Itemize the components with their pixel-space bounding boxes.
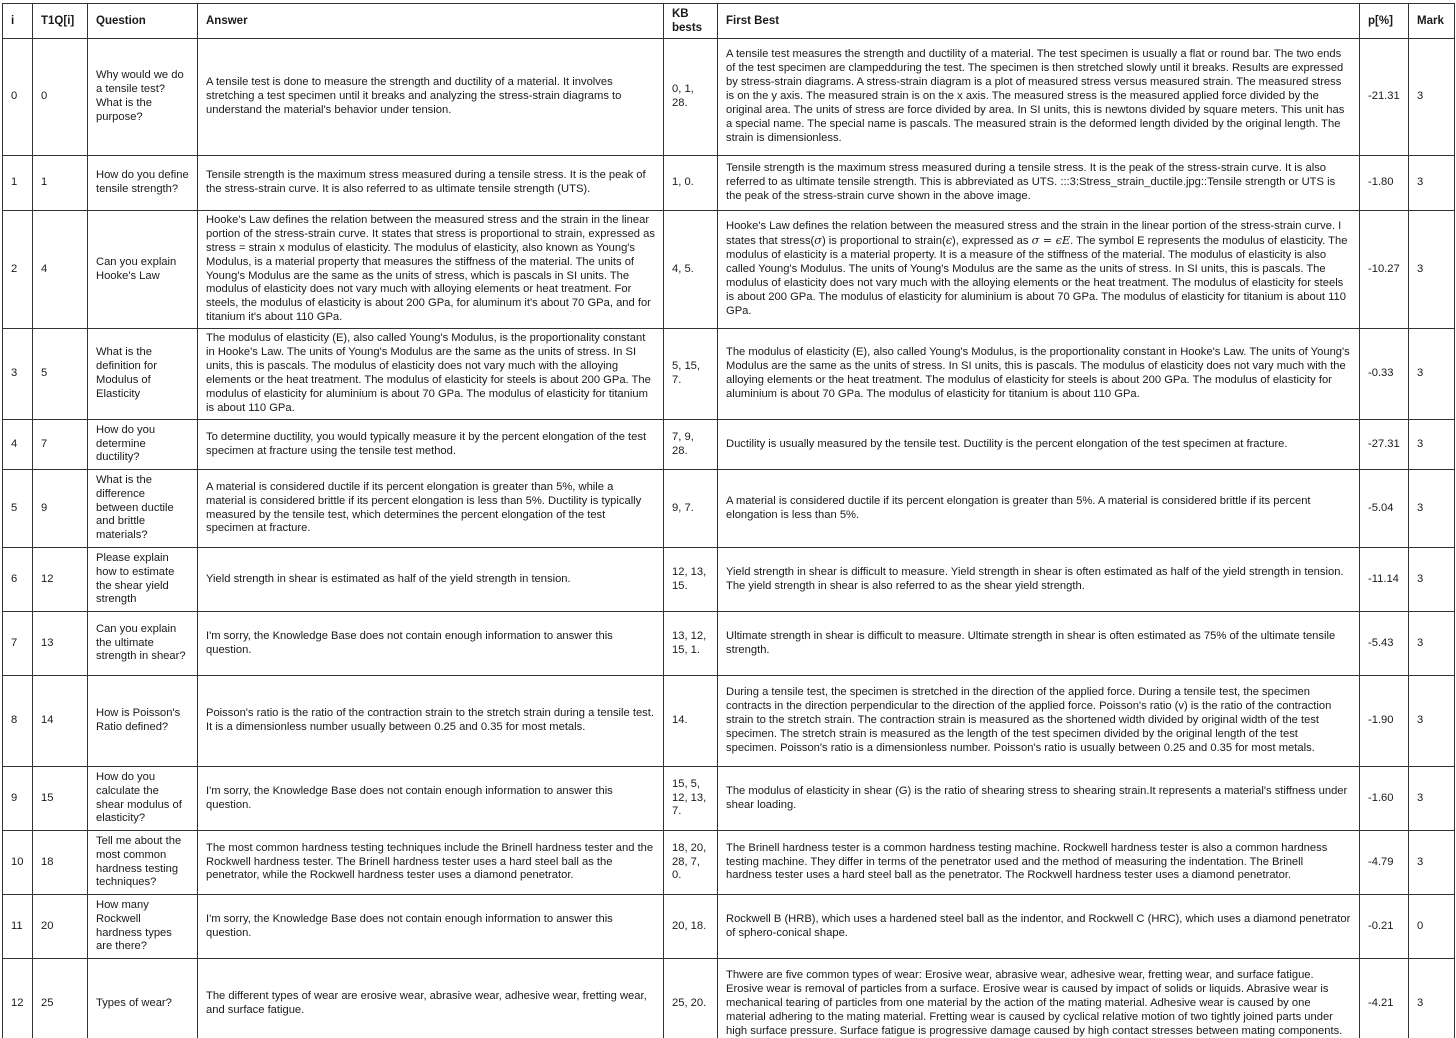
cell-mark: 3 bbox=[1409, 767, 1455, 831]
cell-question: Can you explain the ultimate strength in shear? bbox=[88, 612, 198, 676]
cell-t1q: 1 bbox=[33, 156, 88, 211]
cell-p: -21.31 bbox=[1360, 39, 1409, 156]
cell-mark: 3 bbox=[1409, 211, 1455, 329]
cell-first-best: Ultimate strength in shear is difficult to measure. Ultimate strength in shear is often estimated as 75% of the ultimate tensile strength. bbox=[718, 612, 1360, 676]
cell-kb-bests: 25, 20. bbox=[664, 959, 718, 1038]
cell-answer: To determine ductility, you would typically measure it by the percent elongation of the test specimen at fracture using the tensile test method. bbox=[198, 420, 664, 470]
cell-first-best: Thwere are five common types of wear: Erosive wear, abrasive wear, adhesive wear, fretting wear, and surface fatigue. Erosive wear is removal of particles from a surface. Erosive wear is caused by impact of solids or liquids. Abrasive wear is mechanical tearing of particles from one material by the action of the mating material. Adhesive wear is caused by one material adhering to the mating material. Fretting wear is caused by cyclical relative motion of two tightly joined parts under high surface pressure. Surface fatigue is progressive damage caused by high contact stresses between mating components. bbox=[718, 959, 1360, 1038]
cell-first-best: Tensile strength is the maximum stress measured during a tensile stress. It is the peak of the stress-strain curve. It is also referred to as ultimate tensile strength. This is abbreviated as UTS. :::3:Stress_strain_ductile.jpg::Tensile strength or UTS is the peak of the stress-strain curve shown in the above image. bbox=[718, 156, 1360, 211]
cell-i: 7 bbox=[3, 612, 33, 676]
cell-answer: I'm sorry, the Knowledge Base does not contain enough information to answer this question. bbox=[198, 767, 664, 831]
cell-answer: Yield strength in shear is estimated as half of the yield strength in tension. bbox=[198, 548, 664, 612]
header-i: i bbox=[3, 4, 33, 39]
cell-p: -11.14 bbox=[1360, 548, 1409, 612]
cell-mark: 3 bbox=[1409, 420, 1455, 470]
cell-question: How do you determine ductility? bbox=[88, 420, 198, 470]
cell-p: -1.90 bbox=[1360, 676, 1409, 767]
cell-i: 5 bbox=[3, 470, 33, 548]
table-row bbox=[3, 420, 1455, 470]
cell-t1q: 9 bbox=[33, 470, 88, 548]
cell-t1q: 12 bbox=[33, 548, 88, 612]
cell-p: -5.43 bbox=[1360, 612, 1409, 676]
cell-p: -0.21 bbox=[1360, 895, 1409, 959]
cell-mark: 3 bbox=[1409, 831, 1455, 895]
cell-i: 3 bbox=[3, 329, 33, 420]
cell-mark: 3 bbox=[1409, 39, 1455, 156]
table-row bbox=[3, 156, 1455, 211]
header-row bbox=[3, 4, 1455, 39]
cell-kb-bests: 13, 12, 15, 1. bbox=[664, 612, 718, 676]
hooke-formula: σ = ϵE bbox=[1031, 234, 1071, 248]
qa-results-table bbox=[2, 3, 1455, 1038]
cell-t1q: 18 bbox=[33, 831, 88, 895]
table-row bbox=[3, 959, 1455, 1038]
first-best-text-part: ) is proportional to strain( bbox=[821, 235, 946, 248]
cell-t1q: 20 bbox=[33, 895, 88, 959]
cell-kb-bests: 0, 1, 28. bbox=[664, 39, 718, 156]
cell-p: -1.80 bbox=[1360, 156, 1409, 211]
table-row bbox=[3, 329, 1455, 420]
header-question: Question bbox=[88, 4, 198, 39]
cell-kb-bests: 9, 7. bbox=[664, 470, 718, 548]
cell-first-best: A material is considered ductile if its percent elongation is greater than 5%. A material is considered brittle if its percent elongation is less than 5%. bbox=[718, 470, 1360, 548]
header-answer: Answer bbox=[198, 4, 664, 39]
cell-kb-bests: 15, 5, 12, 13, 7. bbox=[664, 767, 718, 831]
cell-mark: 0 bbox=[1409, 895, 1455, 959]
table-row bbox=[3, 470, 1455, 548]
first-best-text-part: Hooke's Law defines the relation between the measured stress and the strain in the linear portion of the stress-strain curve. I states that stress( bbox=[726, 220, 1342, 248]
cell-kb-bests: 18, 20, 28, 7, 0. bbox=[664, 831, 718, 895]
cell-mark: 3 bbox=[1409, 612, 1455, 676]
cell-mark: 3 bbox=[1409, 676, 1455, 767]
cell-question: What is the difference between ductile and brittle materials? bbox=[88, 470, 198, 548]
cell-question: How do you calculate the shear modulus of elasticity? bbox=[88, 767, 198, 831]
cell-t1q: 5 bbox=[33, 329, 88, 420]
table-row bbox=[3, 831, 1455, 895]
cell-first-best bbox=[718, 211, 1360, 329]
cell-first-best: The modulus of elasticity (E), also called Young's Modulus, is the proportionality constant in Hooke's Law. The units of Young's Modulus are the same as the units of stress. In SI units, this is pascals. The modulus of elasticity does not vary much with the alloying elements or the heat treatment. The modulus of elasticity for steels is about 200 GPa. The modulus of elasticity for aluminium is about 70 GPa. The modulus of elasticity for titanium is about 110 GPa. bbox=[718, 329, 1360, 420]
cell-t1q: 14 bbox=[33, 676, 88, 767]
cell-kb-bests: 1, 0. bbox=[664, 156, 718, 211]
cell-p: -0.33 bbox=[1360, 329, 1409, 420]
cell-mark: 3 bbox=[1409, 959, 1455, 1038]
cell-answer: A tensile test is done to measure the strength and ductility of a material. It involves stretching a test specimen until it breaks and analyzing the stress-strain diagrams to understand the material's behavior under tension. bbox=[198, 39, 664, 156]
cell-i: 0 bbox=[3, 39, 33, 156]
table-row bbox=[3, 548, 1455, 612]
table-row bbox=[3, 676, 1455, 767]
cell-question: Please explain how to estimate the shear yield strength bbox=[88, 548, 198, 612]
cell-i: 10 bbox=[3, 831, 33, 895]
cell-i: 2 bbox=[3, 211, 33, 329]
cell-question: Why would we do a tensile test? What is the purpose? bbox=[88, 39, 198, 156]
header-kb-bests: KB bests bbox=[664, 4, 718, 39]
cell-first-best: The Brinell hardness tester is a common hardness testing machine. Rockwell hardness tester is also a common hardness testing machine. They differ in terms of the penetrator used and the method of measuring the indentation. The Brinell hardness tester uses a hard steel ball as the penetrator. The Rockwell hardness tester uses a diamond penetrator. bbox=[718, 831, 1360, 895]
table-row bbox=[3, 895, 1455, 959]
cell-mark: 3 bbox=[1409, 329, 1455, 420]
header-first-best: First Best bbox=[718, 4, 1360, 39]
cell-mark: 3 bbox=[1409, 156, 1455, 211]
cell-question: Types of wear? bbox=[88, 959, 198, 1038]
cell-answer: Poisson's ratio is the ratio of the contraction strain to the stretch strain during a tensile test. It is a dimensionless number usually between 0.25 and 0.35 for most metals. bbox=[198, 676, 664, 767]
cell-answer: I'm sorry, the Knowledge Base does not contain enough information to answer this question. bbox=[198, 895, 664, 959]
cell-question: Can you explain Hooke's Law bbox=[88, 211, 198, 329]
cell-i: 8 bbox=[3, 676, 33, 767]
cell-question: What is the definition for Modulus of Elasticity bbox=[88, 329, 198, 420]
sigma-symbol: σ bbox=[814, 234, 822, 248]
cell-i: 1 bbox=[3, 156, 33, 211]
cell-question: How do you define tensile strength? bbox=[88, 156, 198, 211]
cell-mark: 3 bbox=[1409, 470, 1455, 548]
table-row bbox=[3, 211, 1455, 329]
cell-answer: The most common hardness testing techniques include the Brinell hardness tester and the Rockwell hardness tester. The Brinell hardness tester uses a hard steel ball as the penetrator, while the Rockwell hardness tester uses a diamond penetrator. bbox=[198, 831, 664, 895]
cell-i: 12 bbox=[3, 959, 33, 1038]
cell-answer: The modulus of elasticity (E), also called Young's Modulus, is the proportionality constant in Hooke's Law. The units of Young's Modulus are the same as the units of stress. In SI units, this is pascals. The modulus of elasticity does not vary much with the alloying elements or the heat treatment. The modulus of elasticity for steels is about 200 GPa. The modulus of elasticity for aluminium is about 70 GPa. The modulus of elasticity for titanium is about 110 GPa. bbox=[198, 329, 664, 420]
cell-kb-bests: 5, 15, 7. bbox=[664, 329, 718, 420]
cell-first-best: Rockwell B (HRB), which uses a hardened steel ball as the indentor, and Rockwell C (HRC), which uses a diamond penetrator of sphero-conical shape. bbox=[718, 895, 1360, 959]
cell-first-best: Yield strength in shear is difficult to measure. Yield strength in shear is often estimated as half of the yield strength in tension. The yield strength in shear is also referred to as the shear yield strength. bbox=[718, 548, 1360, 612]
cell-question: Tell me about the most common hardness testing techniques? bbox=[88, 831, 198, 895]
cell-t1q: 0 bbox=[33, 39, 88, 156]
cell-i: 6 bbox=[3, 548, 33, 612]
cell-question: How is Poisson's Ratio defined? bbox=[88, 676, 198, 767]
cell-first-best: During a tensile test, the specimen is stretched in the direction of the applied force. During a tensile test, the specimen contracts in the direction perpendicular to the direction of the applied force. Poisson's ratio (v) is the ratio of the contraction strain to the stretch strain. The contraction strain is measured as the shortened width divided by original width of the test specimen. The stretch strain is measured as the length of the test specimen divided by the original length of the test specimen. Poisson's ratio is a dimensionless number. Poisson's ratio is usually between 0.25 and 0.35 for most metals. bbox=[718, 676, 1360, 767]
cell-p: -10.27 bbox=[1360, 211, 1409, 329]
header-mark: Mark bbox=[1409, 4, 1455, 39]
table-row bbox=[3, 39, 1455, 156]
cell-i: 9 bbox=[3, 767, 33, 831]
cell-kb-bests: 7, 9, 28. bbox=[664, 420, 718, 470]
cell-first-best: The modulus of elasticity in shear (G) is the ratio of shearing stress to shearing strain.It represents a material's stiffness under shear loading. bbox=[718, 767, 1360, 831]
cell-kb-bests: 12, 13, 15. bbox=[664, 548, 718, 612]
cell-t1q: 7 bbox=[33, 420, 88, 470]
cell-p: -1.60 bbox=[1360, 767, 1409, 831]
header-t1q: T1Q[i] bbox=[33, 4, 88, 39]
epsilon-symbol: ϵ bbox=[945, 234, 952, 248]
cell-p: -5.04 bbox=[1360, 470, 1409, 548]
first-best-text-part: . The symbol E represents the modulus of elasticity. The modulus of elasticity is a material property. It is a measure of the stiffness of the material. The modulus of elasticity is also called Young's Modulus. The units of Young's Modulus are the same as the units of stress. In SI units, this is pascals. The modulus of elasticity does not vary much with the alloying elements or the heat treatment. The modulus of elasticity for steels is about 200 GPa. The modulus of elasticity for aluminium is about 70 GPa. The modulus of elasticity for titanium is about 110 GPa. bbox=[726, 235, 1348, 317]
cell-answer: A material is considered ductile if its percent elongation is greater than 5%, while a material is considered brittle if its percent elongation is less than 5%. Ductility is typically measured by the tensile test, which determines the percent elongation of the test specimen at fracture. bbox=[198, 470, 664, 548]
cell-kb-bests: 14. bbox=[664, 676, 718, 767]
cell-t1q: 25 bbox=[33, 959, 88, 1038]
table-row bbox=[3, 767, 1455, 831]
cell-i: 4 bbox=[3, 420, 33, 470]
cell-first-best: Ductility is usually measured by the tensile test. Ductility is the percent elongation of the test specimen at fracture. bbox=[718, 420, 1360, 470]
first-best-text-part: ), expressed as bbox=[951, 235, 1032, 248]
cell-t1q: 13 bbox=[33, 612, 88, 676]
cell-kb-bests: 4, 5. bbox=[664, 211, 718, 329]
cell-p: -4.21 bbox=[1360, 959, 1409, 1038]
cell-answer: The different types of wear are erosive wear, abrasive wear, adhesive wear, fretting wear, and surface fatigue. bbox=[198, 959, 664, 1038]
header-p: p[%] bbox=[1360, 4, 1409, 39]
cell-p: -27.31 bbox=[1360, 420, 1409, 470]
cell-question: How many Rockwell hardness types are there? bbox=[88, 895, 198, 959]
cell-t1q: 15 bbox=[33, 767, 88, 831]
table-row bbox=[3, 612, 1455, 676]
cell-mark: 3 bbox=[1409, 548, 1455, 612]
cell-answer: I'm sorry, the Knowledge Base does not contain enough information to answer this question. bbox=[198, 612, 664, 676]
cell-t1q: 4 bbox=[33, 211, 88, 329]
cell-answer: Tensile strength is the maximum stress measured during a tensile stress. It is the peak of the stress-strain curve. It is also referred to as ultimate tensile strength (UTS). bbox=[198, 156, 664, 211]
cell-first-best: A tensile test measures the strength and ductility of a material. The test specimen is usually a flat or round bar. The two ends of the test specimen are clampedduring the test. The specimen is then stretched slowly until it breaks. Results are expressed by stress-strain diagrams. A stress-strain diagram is a plot of measured stress versus measured strain. The measured stress is on the y axis. The measured strain is on the x axis. The measured stress is the measured applied force divided by the original area. The units of stress are force divided by area. In SI units, this is newtons divided by square meters. This unit has a special name. The special name is pascals. The measured strain is the deformed length divided by the original length. The strain is dimensionless. bbox=[718, 39, 1360, 156]
cell-p: -4.79 bbox=[1360, 831, 1409, 895]
cell-answer: Hooke's Law defines the relation between the measured stress and the strain in the linear portion of the stress-strain curve. It states that stress is proportional to strain, expressed as stress = strain x modulus of elasticity. The modulus of elasticity, also known as Young's Modulus, is a material property that measures the stiffness of the material. The units of Young's Modulus are the same as the units of stress, which is pascals in SI units. The modulus of elasticity does not vary much with alloying elements or heat treatment. For steels, the modulus of elasticity is about 200 GPa, for aluminum it's about 70 GPa, and for titanium it's about 110 GPa. bbox=[198, 211, 664, 329]
cell-kb-bests: 20, 18. bbox=[664, 895, 718, 959]
cell-i: 11 bbox=[3, 895, 33, 959]
